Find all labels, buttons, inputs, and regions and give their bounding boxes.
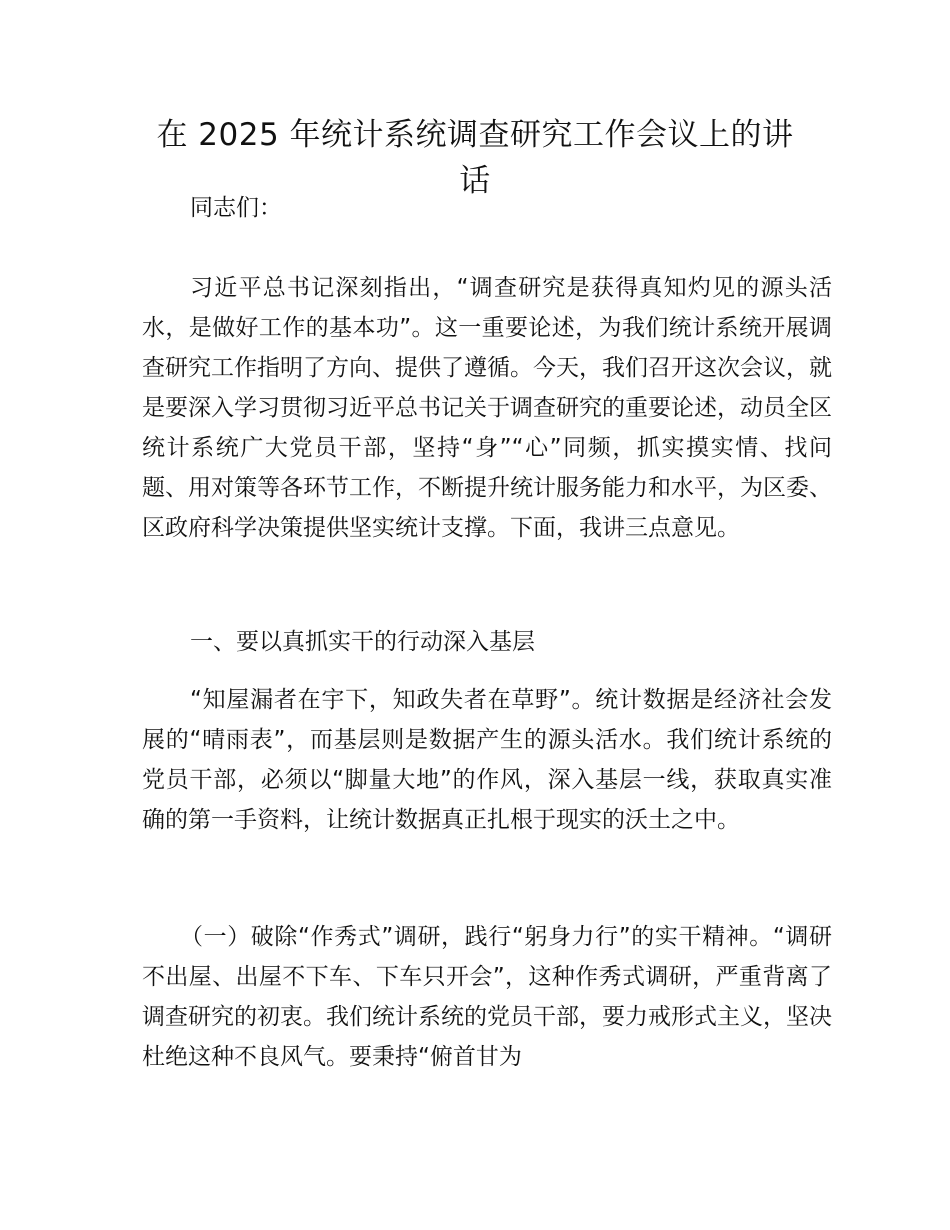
paragraph-section-1: “知屋漏者在宇下，知政失者在草野”。统计数据是经济社会发展的“晴雨表”，而基层则是数据产生的源头活水。我们统计系统的党员干部，必须以“脚量大地”的作风，深入基层一线，获取真实准确的第一手资料，让统计数据真正扎根于现实的沃土之中。 [142, 687, 832, 833]
section-heading-1: 一、要以真抓实干的行动深入基层 [190, 629, 535, 655]
salutation: 同志们： [190, 195, 282, 221]
paragraph-subsection-1: （一）破除“作秀式”调研，践行“躬身力行”的实干精神。“调研不出屋、出屋不下车、下车只开会”，这种作秀式调研，严重背离了调查研究的初衷。我们统计系统的党员干部，要力戒形式主义，坚决杜绝这种不良风气。要秉持“俯首甘为 [142, 924, 832, 1070]
document-title: 在 2025 年统计系统调查研究工作会议上的讲话 [156, 117, 794, 199]
paragraph-intro: 习近平总书记深刻指出，“调查研究是获得真知灼见的源头活水，是做好工作的基本功”。这一重要论述，为我们统计系统开展调查研究工作指明了方向、提供了遵循。今天，我们召开这次会议，就是要深入学习贯彻习近平总书记关于调查研究的重要论述，动员全区统计系统广大党员干部，坚持“身”“心”同频，抓实摸实情、找问题、用对策等各环节工作，不断提升统计服务能力和水平，为区委、区政府科学决策提供坚实统计支撑。下面，我讲三点意见。 [142, 275, 832, 541]
